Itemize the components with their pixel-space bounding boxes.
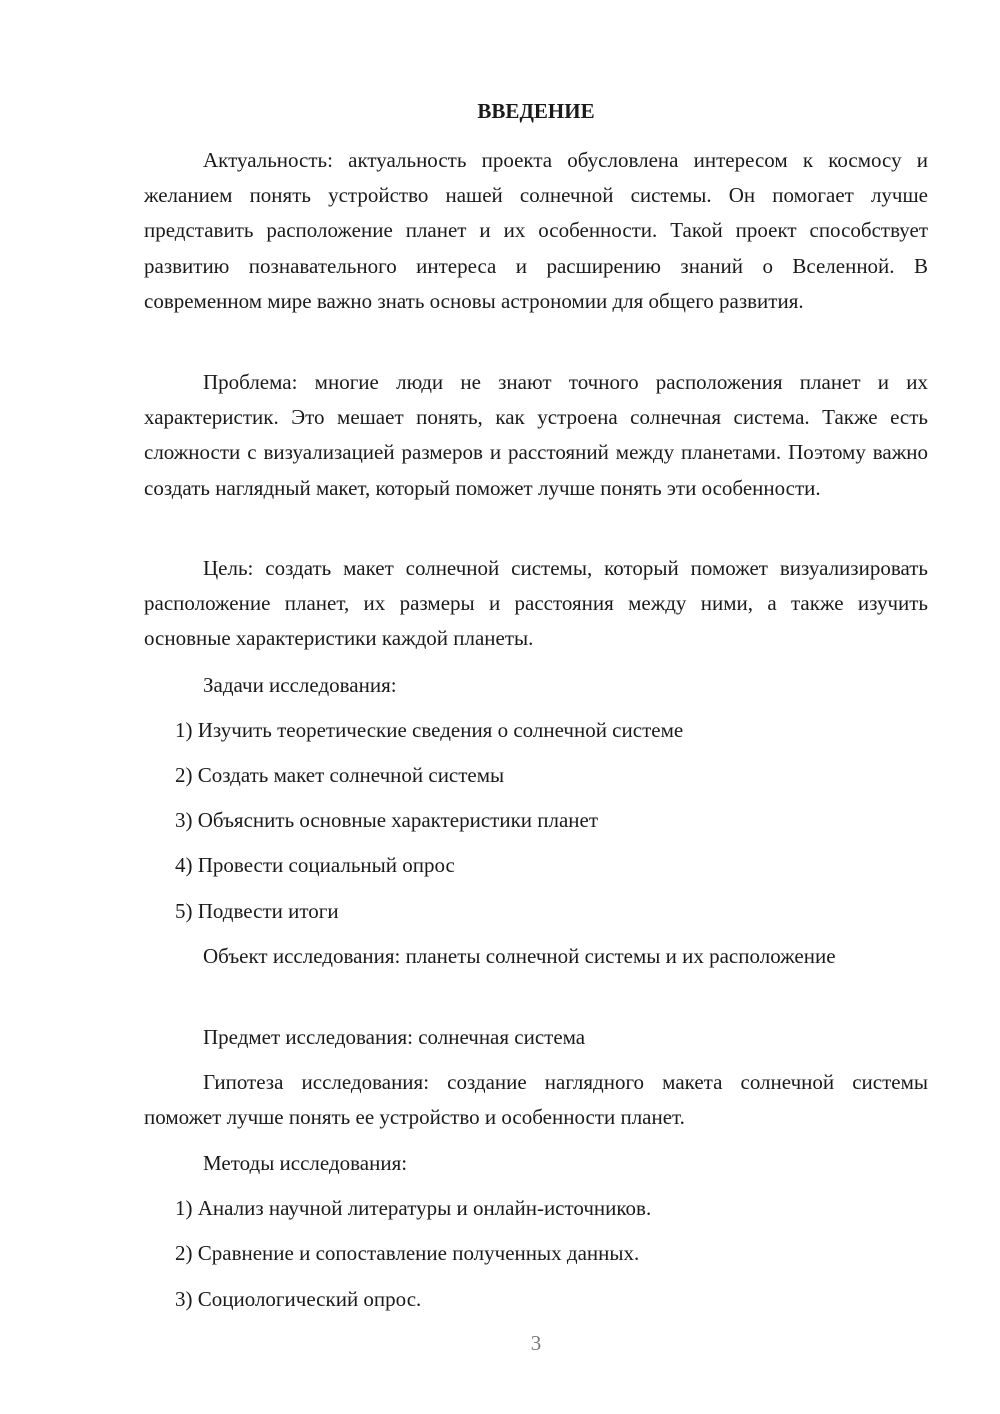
task-item: 1) Изучить теоретические сведения о солнечной системе	[175, 718, 684, 742]
task-item: 4) Провести социальный опрос	[175, 853, 455, 877]
relevance-paragraph: Актуальность: актуальность проекта обусловлена интересом к космосу и желанием понять устройство нашей солнечной системы. Он помогает лучше представить расположение планет и их особенности. Такой проект способствует развитию познавательного интереса и расширению знаний о Вселенной. В современном мире важно знать основы астрономии для общего развития.	[144, 148, 928, 313]
problem-paragraph: Проблема: многие люди не знают точного расположения планет и их характеристик. Это мешает понять, как устроена солнечная система. Также есть сложности с визуализацией размеров и расстояний между планетами. Поэтому важно создать наглядный макет, который поможет лучше понять эти особенности.	[144, 370, 928, 500]
tasks-heading: Задачи исследования:	[203, 673, 397, 697]
page-number: 3	[530, 1331, 542, 1355]
task-item: 5) Подвести итоги	[175, 899, 339, 923]
method-item: 1) Анализ научной литературы и онлайн-источников.	[175, 1196, 652, 1220]
object-paragraph: Объект исследования: планеты солнечной системы и их расположение	[203, 944, 836, 968]
method-item: 2) Сравнение и сопоставление полученных данных.	[175, 1241, 640, 1265]
task-item: 3) Объяснить основные характеристики планет	[175, 808, 599, 832]
task-item: 2) Создать макет солнечной системы	[175, 763, 505, 787]
goal-paragraph: Цель: создать макет солнечной системы, который поможет визуализировать расположение планет, их размеры и расстояния между ними, а также изучить основные характеристики каждой планеты.	[144, 556, 928, 651]
subject-paragraph: Предмет исследования: солнечная система	[203, 1025, 586, 1049]
methods-heading: Методы исследования:	[203, 1151, 408, 1175]
page-title: ВВЕДЕНИЕ	[477, 99, 595, 123]
hypothesis-paragraph: Гипотеза исследования: создание наглядного макета солнечной системы поможет лучше понять ее устройство и особенности планет.	[144, 1070, 928, 1130]
method-item: 3) Социологический опрос.	[175, 1287, 422, 1311]
